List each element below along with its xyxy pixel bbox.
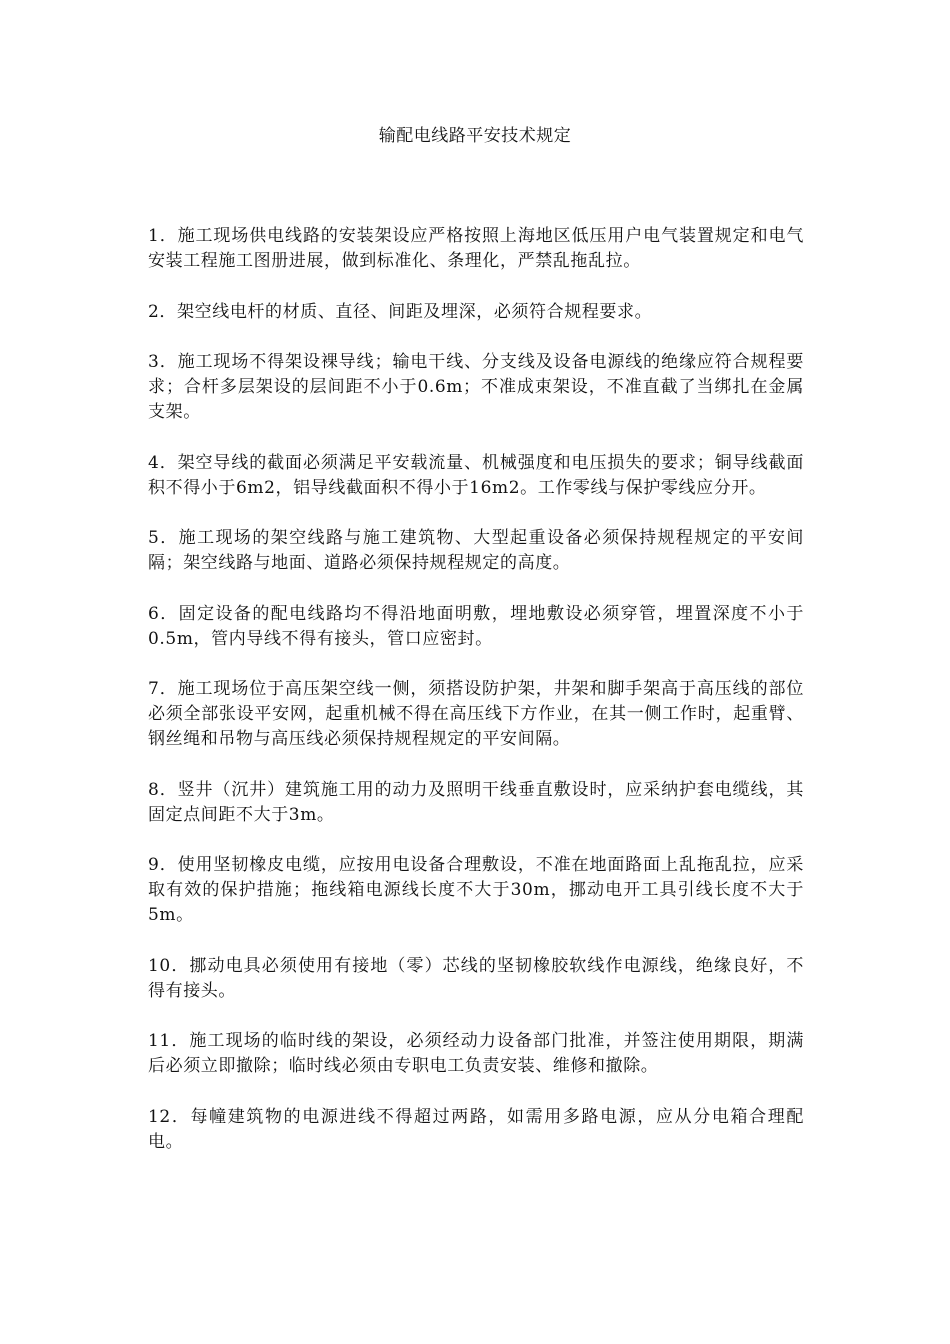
clause-3: 3．施工现场不得架设裸导线；输电干线、分支线及设备电源线的绝缘应符合规程要求；合杆多层架设的层间距不小于0.6m；不准成束架设，不准直截了当绑扎在金属支架。 [148,352,804,422]
clause-4: 4．架空导线的截面必须满足平安载流量、机械强度和电压损失的要求；铜导线截面积不得小于6m2，铝导线截面积不得小于16m2。工作零线与保护零线应分开。 [148,452,804,498]
clause-1: 1．施工现场供电线路的安装架设应严格按照上海地区低压用户电气装置规定和电气安装工程施工图册进展，做到标准化、条理化，严禁乱拖乱拉。 [148,226,804,271]
clause-11: 11．施工现场的临时线的架设，必须经动力设备部门批准，并签注使用期限，期满后必须立即撤除；临时线必须由专职电工负责安装、维修和撤除。 [148,1031,804,1076]
clause-list [148,224,804,1155]
clause-8: 8．竖井（沉井）建筑施工用的动力及照明干线垂直敷设时，应采纳护套电缆线，其固定点间距不大于3m。 [148,779,804,825]
clause-9: 9．使用坚韧橡皮电缆，应按用电设备合理敷设，不准在地面路面上乱拖乱拉，应采取有效的保护措施；拖线箱电源线长度不大于30m，挪动电开工具引线长度不大于5m。 [148,855,804,925]
clause-2: 2．架空线电杆的材质、直径、间距及埋深，必须符合规程要求。 [148,301,653,322]
clause-12: 12．每幢建筑物的电源进线不得超过两路，如需用多路电源，应从分电箱合理配电。 [148,1106,804,1152]
clause-10: 10．挪动电具必须使用有接地（零）芯线的坚韧橡胶软线作电源线，绝缘良好，不得有接头。 [148,955,804,1001]
document-title: 输配电线路平安技术规定 [378,126,572,146]
clause-6: 6．固定设备的配电线路均不得沿地面明敷，埋地敷设必须穿管，埋置深度不小于0.5m，管内导线不得有接头，管口应密封。 [148,603,804,649]
clause-5: 5．施工现场的架空线路与施工建筑物、大型起重设备必须保持规程规定的平安间隔；架空线路与地面、道路必须保持规程规定的高度。 [148,528,804,573]
clause-7: 7．施工现场位于高压架空线一侧，须搭设防护架，井架和脚手架高于高压线的部位必须全部张设平安网，起重机械不得在高压线下方作业，在其一侧工作时，起重臂、钢丝绳和吊物与高压线必须保持规程规定的平安间隔。 [148,679,804,749]
